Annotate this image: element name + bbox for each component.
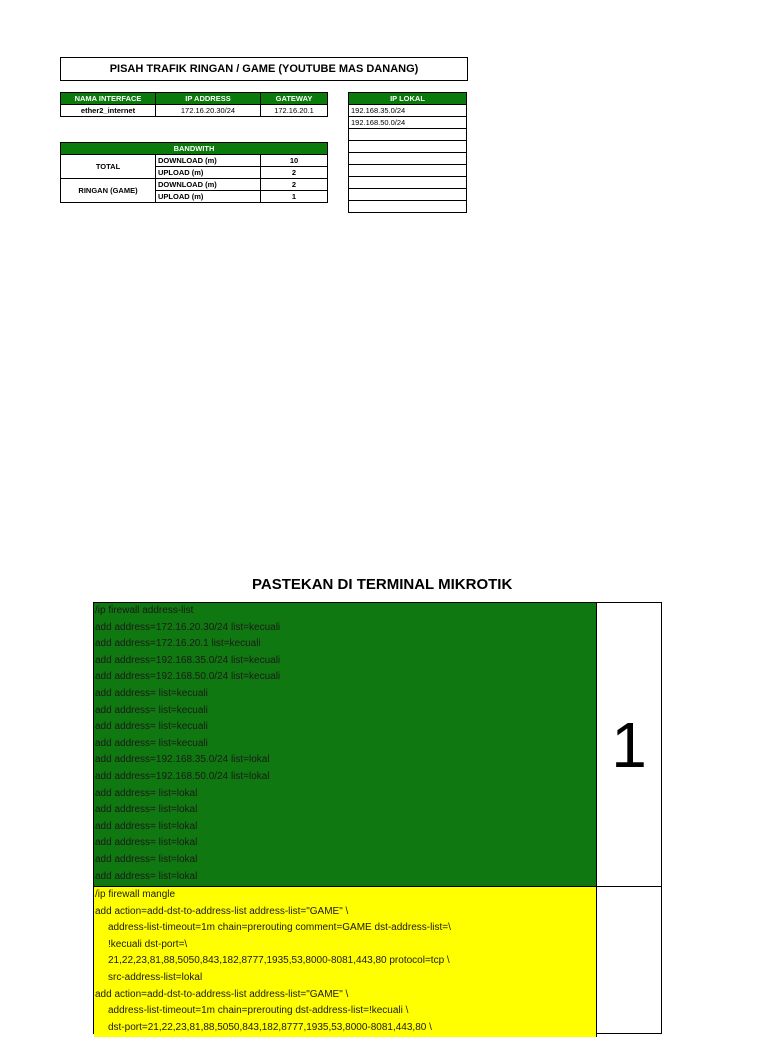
script-line: /ip firewall address-list bbox=[95, 605, 194, 616]
ip-lokal-row: 192.168.50.0/24 bbox=[349, 117, 467, 129]
bandwidth-label: DOWNLOAD (m) bbox=[156, 155, 261, 167]
bandwidth-group-total: TOTAL bbox=[61, 155, 156, 179]
ip-lokal-table bbox=[348, 92, 467, 213]
interface-table bbox=[60, 92, 328, 117]
script-line: add address= list=lokal bbox=[95, 853, 198, 865]
header-ip-address: IP ADDRESS bbox=[156, 93, 261, 105]
bandwidth-table bbox=[60, 142, 328, 203]
ip-lokal-row bbox=[349, 189, 467, 201]
step-number-2 bbox=[597, 887, 661, 1033]
script-line: add address= list=kecuali bbox=[95, 737, 208, 749]
script-line: add address=192.168.35.0/24 list=kecuali bbox=[95, 654, 281, 666]
script-line: add address=172.16.20.30/24 list=kecuali bbox=[95, 621, 281, 633]
cell-gateway: 172.16.20.1 bbox=[261, 105, 328, 117]
bandwidth-label: UPLOAD (m) bbox=[156, 167, 261, 179]
bandwidth-group-ringan: RINGAN (GAME) bbox=[61, 179, 156, 203]
script-line: address-list-timeout=1m chain=prerouting comment=GAME dst-address-list=\ bbox=[108, 922, 451, 934]
header-nama-interface: NAMA INTERFACE bbox=[61, 93, 156, 105]
bandwidth-value: 2 bbox=[261, 179, 328, 191]
script-line: add address= list=lokal bbox=[95, 787, 198, 799]
script-line: 21,22,23,81,88,5050,843,182,8777,1935,53,8000-8081,443,80 protocol=tcp \ bbox=[108, 955, 450, 967]
bandwidth-value: 1 bbox=[261, 191, 328, 203]
terminal-script-box bbox=[93, 602, 662, 1034]
step-number-1: 1 bbox=[597, 603, 661, 887]
script-line: src-address-list=lokal bbox=[108, 971, 203, 983]
script-line: add address= list=kecuali bbox=[95, 687, 208, 699]
header-ip-lokal: IP LOKAL bbox=[349, 93, 467, 105]
ip-lokal-row bbox=[349, 201, 467, 213]
script-line: /ip firewall mangle bbox=[95, 889, 176, 900]
cell-ip-address: 172.16.20.30/24 bbox=[156, 105, 261, 117]
script-line: add address=192.168.50.0/24 list=kecuali bbox=[95, 671, 281, 683]
script-line: add address=172.16.20.1 list=kecuali bbox=[95, 638, 261, 650]
script-line: dst-port=21,22,23,81,88,5050,843,182,8777,1935,53,8000-8081,443,80 \ bbox=[108, 1021, 432, 1033]
bandwidth-label: DOWNLOAD (m) bbox=[156, 179, 261, 191]
ip-lokal-row bbox=[349, 165, 467, 177]
script-line: add address= list=lokal bbox=[95, 820, 198, 832]
script-line: add action=add-dst-to-address-list address-list="GAME" \ bbox=[95, 988, 349, 1000]
ip-lokal-row bbox=[349, 153, 467, 165]
script-line: add address=192.168.50.0/24 list=lokal bbox=[95, 770, 270, 782]
script-line: add address=192.168.35.0/24 list=lokal bbox=[95, 754, 270, 766]
bandwidth-value: 2 bbox=[261, 167, 328, 179]
ip-lokal-row bbox=[349, 129, 467, 141]
ip-lokal-row bbox=[349, 141, 467, 153]
ip-lokal-row bbox=[349, 177, 467, 189]
script-line: add address= list=kecuali bbox=[95, 721, 208, 733]
page-title: PISAH TRAFIK RINGAN / GAME (YOUTUBE MAS DANANG) bbox=[60, 57, 468, 81]
bandwidth-value: 10 bbox=[261, 155, 328, 167]
script-line: add address= list=lokal bbox=[95, 870, 198, 882]
header-gateway: GATEWAY bbox=[261, 93, 328, 105]
bandwidth-label: UPLOAD (m) bbox=[156, 191, 261, 203]
script-line: !kecuali dst-port=\ bbox=[108, 938, 188, 950]
script-line: add address= list=lokal bbox=[95, 837, 198, 849]
script-line: address-list-timeout=1m chain=prerouting dst-address-list=!kecuali \ bbox=[108, 1005, 409, 1017]
script-line: add address= list=kecuali bbox=[95, 704, 208, 716]
header-bandwidth: BANDWITH bbox=[61, 143, 328, 155]
ip-lokal-row: 192.168.35.0/24 bbox=[349, 105, 467, 117]
mangle-script bbox=[94, 887, 597, 1037]
script-line: add action=add-dst-to-address-list address-list="GAME" \ bbox=[95, 905, 349, 917]
script-line: add address= list=lokal bbox=[95, 804, 198, 816]
section-title: PASTEKAN DI TERMINAL MIKROTIK bbox=[252, 576, 513, 593]
cell-interface-name: ether2_internet bbox=[61, 105, 156, 117]
address-list-script bbox=[94, 603, 597, 887]
